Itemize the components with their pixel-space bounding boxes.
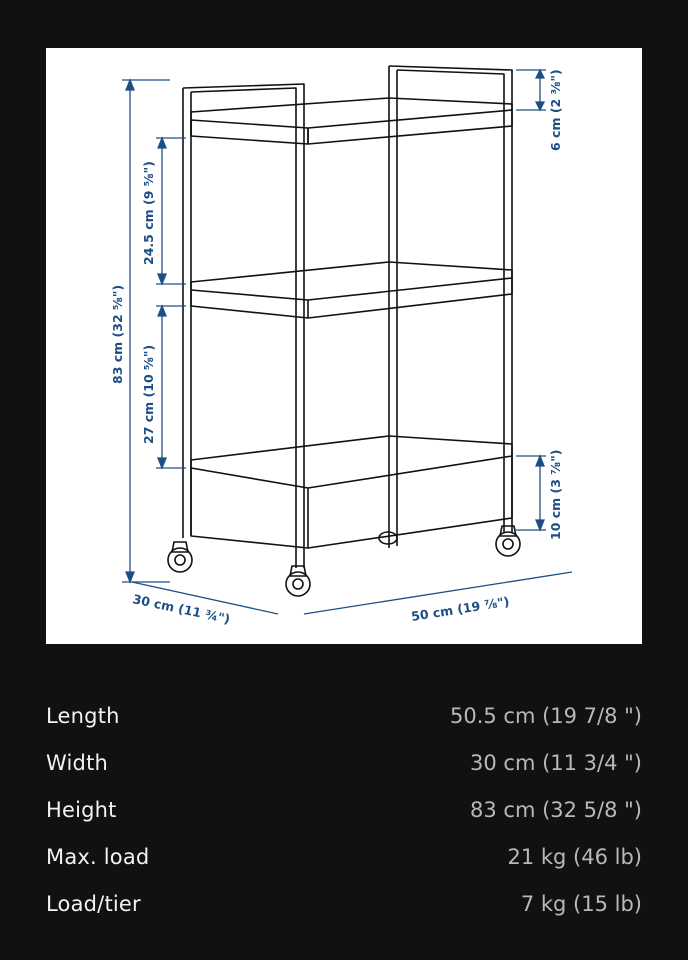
spec-label: Max. load: [46, 844, 150, 869]
spec-row-max-load: [46, 833, 642, 880]
front-handle: [183, 84, 304, 568]
spec-label: Length: [46, 703, 120, 728]
product-dimension-diagram: [46, 48, 642, 644]
spec-row-width: [46, 739, 642, 786]
trolley-outline: [168, 66, 520, 596]
spec-value: 7 kg (15 lb): [520, 891, 642, 916]
dim-upper-gap: 24.5 cm (9 ⅝"): [141, 161, 156, 265]
spec-label: Width: [46, 750, 109, 775]
dim-width: 50 cm (19 ⅞"): [410, 593, 511, 624]
dim-depth: 30 cm (11 ¾"): [131, 591, 232, 627]
spec-value: 83 cm (32 5/8 "): [470, 797, 642, 822]
dim-bottom-tray-height: 10 cm (3 ⅞"): [548, 449, 563, 540]
spec-label: Load/tier: [46, 891, 141, 916]
spec-row-load-per-tier: [46, 880, 642, 927]
spec-label: Height: [46, 797, 117, 822]
trolley-drawing: [46, 48, 642, 644]
spec-row-height: [46, 786, 642, 833]
middle-shelf: [191, 262, 512, 318]
dim-handle-height: 6 cm (2 ⅜"): [548, 69, 563, 151]
front-left-post: [183, 88, 191, 538]
spec-value: 50.5 cm (19 7/8 "): [449, 703, 642, 728]
spec-row-length: [46, 692, 642, 739]
bottom-tray: [191, 436, 512, 548]
spec-list: [46, 692, 642, 927]
wheel-back-left: [379, 532, 397, 544]
spec-value: 21 kg (46 lb): [507, 844, 642, 869]
dim-lower-gap: 27 cm (10 ⅝"): [141, 344, 156, 444]
dim-total-height: 83 cm (32 ⅝"): [110, 284, 125, 384]
spec-value: 30 cm (11 3/4 "): [470, 750, 642, 775]
top-shelf: [191, 98, 512, 144]
